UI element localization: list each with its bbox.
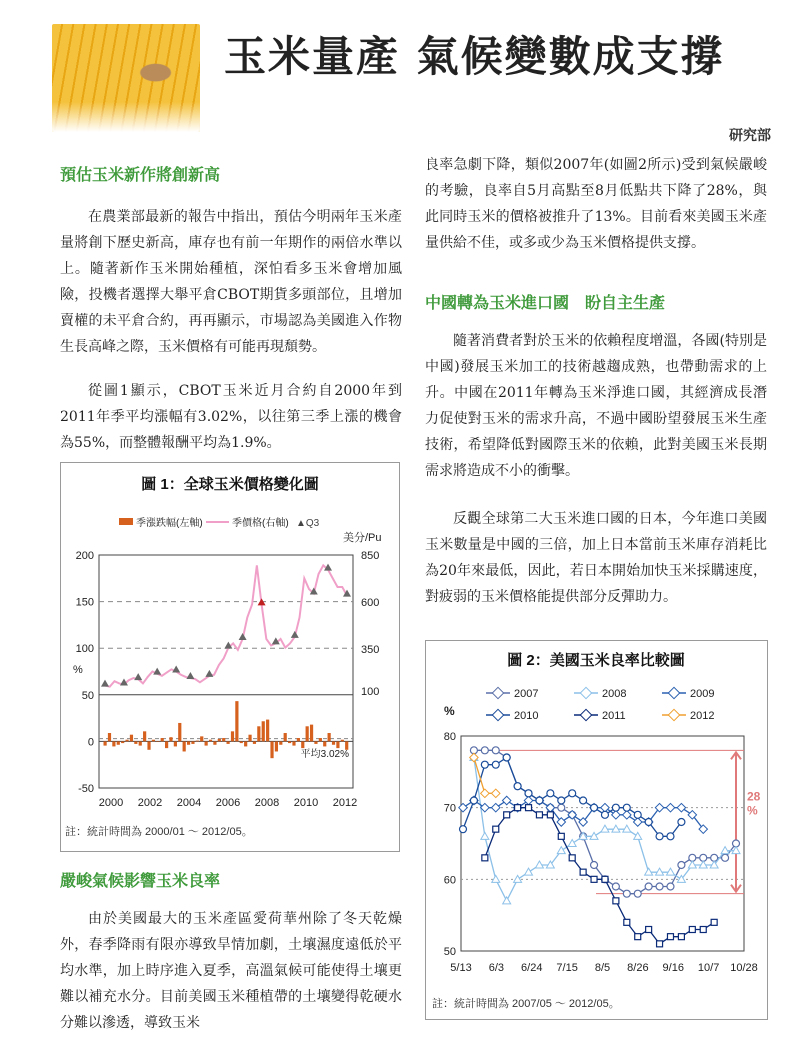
series-line (474, 750, 736, 893)
bar (178, 723, 181, 741)
bar (143, 731, 146, 741)
y-left-tick: 150 (75, 596, 94, 609)
y-left-tick: 100 (75, 643, 94, 656)
right-axis-unit: 美分/Pu (343, 532, 382, 544)
point (558, 833, 564, 839)
change-label: 28 (747, 789, 761, 804)
bar (323, 741, 326, 746)
bar (310, 725, 313, 742)
department-label: 研究部 (729, 128, 771, 144)
point (493, 826, 499, 832)
point (656, 833, 663, 840)
point (689, 927, 695, 933)
y-left-tick: 200 (75, 550, 94, 562)
point (656, 883, 663, 890)
bar (262, 721, 265, 741)
legend-swatch-bar (119, 518, 133, 525)
bar (213, 741, 216, 744)
point (612, 883, 619, 890)
point (711, 919, 717, 925)
x-tick: 2004 (176, 797, 202, 809)
legend-marker (668, 687, 679, 698)
bar (332, 741, 335, 744)
paragraph: 隨著消費者對於玉米的依賴程度增溫，各國(特別是中國)發展玉米加工的技術越趨成熟，也帶動需求的上升。中國在2011年轉為玉米淨進口國，其經濟成長潛力促使對玉米的需求升高，不過中國盼望發展玉米生產技術，希望降低對國際玉米的依賴，此對美國玉米長期需求將造成不小的衝擊。 (425, 333, 767, 479)
point (481, 747, 488, 754)
bar (169, 737, 172, 741)
point (623, 890, 630, 897)
chart2-title: 圖 2：美國玉米良率比較圖 (507, 652, 685, 669)
price-line (105, 565, 347, 686)
bar (130, 735, 133, 742)
point (525, 790, 532, 797)
point (526, 805, 532, 811)
legend-label: ▲Q3 (296, 518, 320, 529)
point (722, 854, 729, 861)
y-left-tick: -50 (78, 783, 94, 795)
point (569, 855, 575, 861)
bar (134, 741, 137, 744)
bar (156, 741, 159, 742)
bar (288, 741, 291, 743)
paragraph: 良率急劇下降，類似2007年(如圖2所示)受到氣候嚴峻的考驗，良率自5月高點至8月低點共下降了28%，與此同時玉米的價格被推升了13%。目前看來美國玉米產量供給不佳，或多或少為玉米價格提供支撐。 (425, 157, 767, 251)
point (657, 941, 663, 947)
point (536, 797, 543, 804)
point (504, 812, 510, 818)
legend-label: 2008 (602, 688, 627, 700)
point (667, 833, 674, 840)
legend-marker (580, 709, 591, 720)
q3-marker (205, 670, 213, 677)
point (515, 805, 521, 811)
paragraph: 由於美國最大的玉米產區愛荷華州除了冬天乾燥外，春季降雨有限亦導致旱情加劇，土壤濕度遠低於平均水準，加上時序進入夏季，高溫氣候可能使得土壤更難以補充水分。目前美國玉米種植帶的土壤變得乾硬水分難以滲透，導致玉米 (60, 911, 402, 1031)
point (525, 868, 533, 875)
point (569, 790, 576, 797)
point (633, 818, 641, 826)
point (503, 754, 510, 761)
x-tick: 2002 (137, 797, 163, 809)
chart2-note: 註：統計時間為 2007/05 ～ 2012/05。 (432, 998, 620, 1010)
q3-marker (186, 672, 194, 679)
bar (174, 741, 177, 746)
point (667, 883, 674, 890)
point (503, 897, 511, 904)
point (591, 862, 598, 869)
bar (147, 741, 150, 749)
point (634, 890, 641, 897)
bar (319, 738, 322, 741)
bar (108, 733, 111, 741)
point (580, 797, 587, 804)
section-heading-climate: 嚴峻氣候影響玉米良率 (60, 871, 221, 890)
chart2-svg (426, 641, 767, 1019)
point (612, 804, 619, 811)
point (524, 796, 532, 804)
x-tick: 2000 (98, 797, 124, 809)
point (558, 797, 565, 804)
point (646, 927, 652, 933)
q3-marker (239, 633, 247, 640)
bar (121, 741, 124, 743)
bar (270, 741, 273, 758)
x-tick: 6/3 (488, 962, 505, 974)
point (492, 747, 499, 754)
bar (301, 741, 304, 748)
bar (244, 741, 247, 746)
point (602, 876, 608, 882)
y-right-tick: 100 (361, 686, 380, 698)
point (678, 934, 684, 940)
bar (248, 735, 251, 742)
point (557, 847, 565, 854)
point (678, 819, 685, 826)
left-axis-unit: % (73, 664, 83, 676)
point (634, 811, 641, 818)
point (624, 919, 630, 925)
point (678, 862, 685, 869)
x-tick: 10/28 (730, 962, 758, 974)
bar (231, 731, 234, 741)
y-left-tick: 0 (87, 736, 94, 749)
bar (196, 741, 199, 742)
average-label: 平均3.02% (300, 749, 349, 761)
bar (314, 741, 317, 744)
point (634, 832, 642, 839)
bar (279, 741, 282, 744)
bar (218, 739, 221, 742)
q3-marker (153, 668, 161, 675)
legend-marker (580, 687, 591, 698)
y-left-tick: 50 (81, 689, 94, 702)
point (568, 840, 576, 847)
point (481, 832, 489, 839)
legend-marker (668, 709, 679, 720)
point (591, 876, 597, 882)
x-tick: 8/26 (627, 962, 649, 974)
bar (161, 738, 164, 741)
legend-label: 季價格(右軸) (232, 518, 289, 529)
point (613, 898, 619, 904)
bar (125, 740, 128, 742)
bar (266, 720, 269, 742)
bar (187, 741, 190, 744)
section-heading-china: 中國轉為玉米進口國 盼自主生產 (425, 293, 666, 312)
x-tick: 2010 (293, 797, 319, 809)
point (492, 875, 500, 882)
chart2-box (425, 640, 768, 1020)
x-tick: 2012 (332, 797, 358, 809)
point (482, 855, 488, 861)
point (492, 803, 500, 811)
point (558, 804, 565, 811)
y-tick: 70 (443, 802, 456, 815)
chart1-box (60, 462, 400, 852)
legend-label: 2009 (690, 688, 715, 700)
point (667, 934, 673, 940)
point (547, 812, 553, 818)
point (623, 804, 630, 811)
point (492, 761, 499, 768)
q3-marker (291, 631, 299, 638)
legend-marker (492, 687, 503, 698)
bar (227, 741, 230, 744)
chart1-note: 註：統計時間為 2000/01 ～ 2012/05。 (65, 826, 253, 838)
point (492, 789, 500, 797)
bar (183, 741, 186, 751)
point (502, 796, 510, 804)
point (514, 875, 522, 882)
y-tick: 60 (443, 874, 456, 887)
point (623, 811, 631, 819)
x-tick: 2006 (215, 797, 241, 809)
bar (205, 741, 208, 745)
point (645, 819, 652, 826)
x-tick: 2008 (254, 797, 280, 809)
y-tick: 80 (443, 731, 456, 743)
y-unit: % (444, 704, 455, 718)
paragraph: 反觀全球第二大玉米進口國的日本，今年進口美國玉米數量是中國的三倍，加上日本當前玉米庫存消耗比為20年來最低，因此，若日本開始加快玉米採購速度，對疲弱的玉米價格能提供部分反彈助力。 (425, 511, 767, 605)
legend-label: 2011 (602, 710, 626, 722)
bar (240, 741, 243, 743)
bar (306, 726, 309, 741)
bar (275, 741, 278, 751)
bar (112, 741, 115, 746)
plot-frame (461, 736, 744, 951)
legend-label: 2007 (514, 688, 539, 700)
point (635, 934, 641, 940)
chart1-title: 圖 1：全球玉米價格變化圖 (141, 476, 319, 493)
legend-marker (492, 709, 503, 720)
point (470, 797, 477, 804)
bar (104, 741, 107, 745)
point (591, 804, 598, 811)
chart1-svg (61, 463, 399, 851)
bar (209, 740, 212, 742)
point (459, 803, 467, 811)
y-tick: 50 (443, 946, 456, 958)
bar (152, 740, 155, 742)
point (514, 783, 521, 790)
point (536, 812, 542, 818)
page-title: 玉米量產 氣候變數成支撐 (224, 32, 725, 81)
point (677, 803, 685, 811)
x-tick: 5/13 (450, 962, 472, 974)
bar (257, 726, 260, 741)
point (666, 803, 674, 811)
bar (297, 738, 300, 741)
y-right-tick: 850 (361, 550, 380, 562)
point (612, 811, 620, 819)
bar (292, 741, 295, 745)
bar (341, 740, 344, 742)
x-tick: 8/5 (594, 962, 611, 974)
bar (191, 741, 194, 744)
bar (235, 701, 238, 741)
x-tick: 7/15 (556, 962, 578, 974)
corn-photo (52, 24, 200, 132)
paragraph: 從圖1顯示，CBOT玉米近月合約自2000年到2011年季平均漲幅有3.02%，以往第三季上漲的機會為55%，而整體報酬平均為1.9%。 (60, 383, 402, 451)
bar (336, 741, 339, 748)
bar (284, 733, 287, 741)
point (481, 761, 488, 768)
q3-marker (134, 673, 142, 680)
x-tick: 9/16 (662, 962, 684, 974)
point (547, 790, 554, 797)
legend-label: 2012 (690, 710, 715, 722)
section-heading-forecast: 預估玉米新作將創新高 (60, 165, 221, 184)
bar (253, 741, 256, 744)
paragraph: 在農業部最新的報告中指出，預估今明兩年玉米產量將創下歷史新高，庫存也有前一年期作的兩倍水準以上。隨著新作玉米開始種植，深怕看多玉米會增加風險，投機者選擇大舉平倉CBOT期貨多頭部位，且增加賣權的未平倉合約，再再顯示，市場認為美國進入作物生長高峰之際，玉米價格有可能再現頹勢。 (60, 209, 402, 355)
q3-marker (101, 680, 109, 687)
bar (139, 741, 142, 745)
y-right-tick: 600 (361, 597, 380, 609)
point (481, 789, 489, 797)
bar (200, 736, 203, 741)
y-right-tick: 350 (361, 644, 380, 656)
legend-label: 季漲跌幅(左軸) (136, 518, 203, 529)
x-tick: 6/24 (521, 962, 543, 974)
q3-marker (172, 666, 180, 673)
bar (117, 741, 120, 744)
bar (165, 741, 168, 748)
change-label: % (747, 803, 758, 818)
legend-label: 2010 (514, 710, 539, 722)
point (580, 869, 586, 875)
point (601, 811, 608, 818)
point (700, 927, 706, 933)
x-tick: 10/7 (697, 962, 720, 974)
bar (328, 733, 331, 741)
bar (222, 738, 225, 741)
point (645, 883, 652, 890)
series-line (485, 808, 714, 944)
point (568, 811, 576, 819)
point (601, 803, 609, 811)
point (460, 826, 467, 833)
